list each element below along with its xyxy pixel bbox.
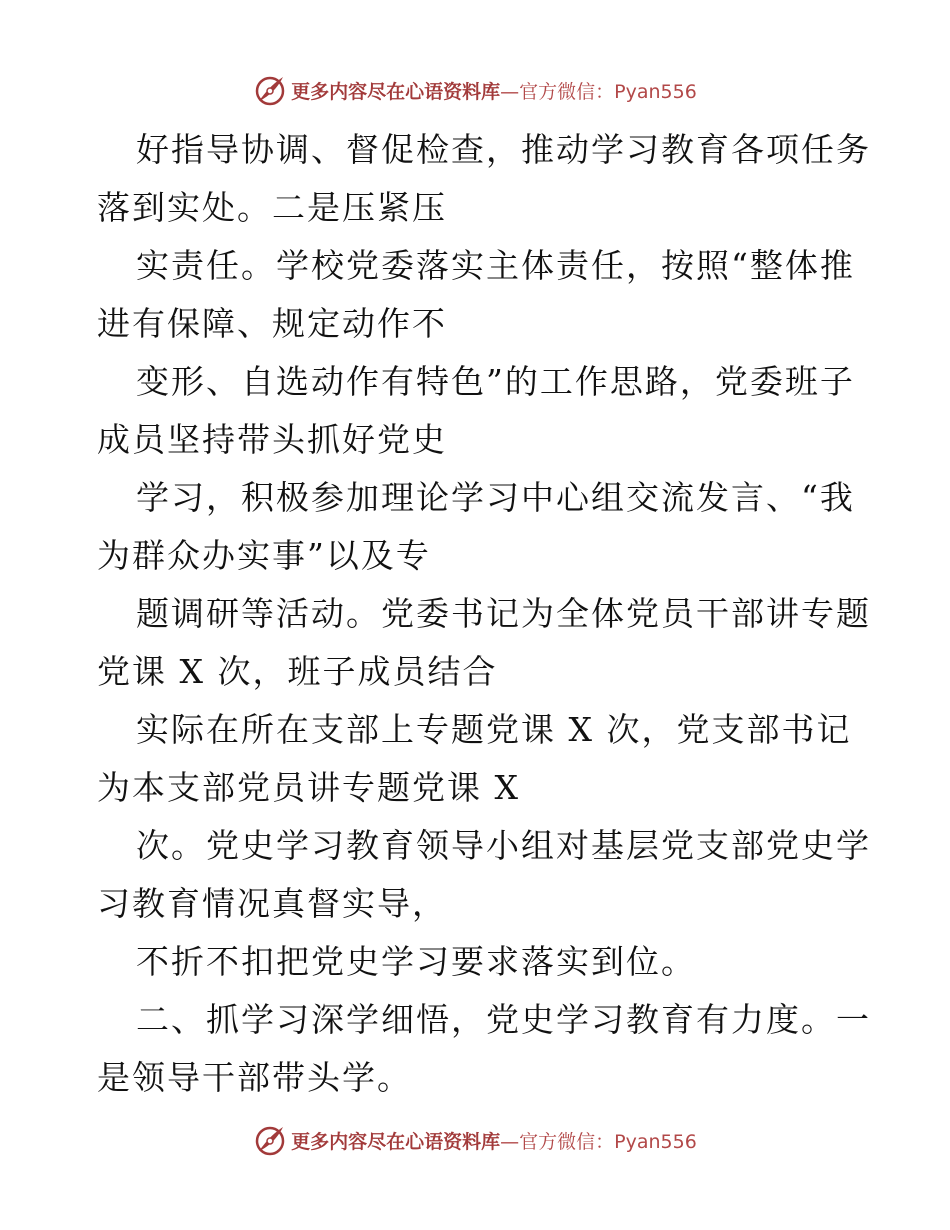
footer-banner xyxy=(0,1122,950,1158)
text-line: 为群众办实事”以及专 xyxy=(97,536,431,575)
text-line: 二、抓学习深学细悟，党史学习教育有力度。一 xyxy=(136,1000,871,1039)
quill-logo-icon xyxy=(253,1123,287,1157)
banner-main-text: 更多内容尽在心语资料库 xyxy=(291,80,501,103)
text-line: 是领导干部带头学。 xyxy=(97,1058,412,1097)
text-line: 落到实处。二是压紧压 xyxy=(97,188,447,227)
text-line: 题调研等活动。党委书记为全体党员干部讲专题 xyxy=(136,594,871,633)
banner-wechat-text: —官方微信：Pyan556 xyxy=(500,1130,697,1153)
text-line: 次。党史学习教育领导小组对基层党支部党史学 xyxy=(136,826,871,865)
text-line: 实责任。学校党委落实主体责任，按照“整体推 xyxy=(136,246,855,285)
quill-logo-icon xyxy=(253,73,287,107)
text-line: 学习，积极参加理论学习中心组交流发言、“我 xyxy=(136,478,855,517)
text-line: 实际在所在支部上专题党课 X 次，党支部书记 xyxy=(136,710,852,749)
text-line: 为本支部党员讲专题党课 X xyxy=(97,768,520,807)
text-line: 党课 X 次，班子成员结合 xyxy=(97,652,498,691)
text-line: 习教育情况真督实导， xyxy=(97,884,447,923)
text-line: 变形、自选动作有特色”的工作思路，党委班子 xyxy=(136,362,855,401)
banner-wechat-text: —官方微信：Pyan556 xyxy=(500,80,697,103)
text-line: 成员坚持带头抓好党史 xyxy=(97,420,447,459)
text-line: 不折不扣把党史学习要求落实到位。 xyxy=(136,942,696,981)
header-banner xyxy=(0,72,950,108)
text-line: 进有保障、规定动作不 xyxy=(97,304,447,343)
text-line: 好指导协调、督促检查，推动学习教育各项任务 xyxy=(136,130,871,169)
banner-main-text: 更多内容尽在心语资料库 xyxy=(291,1130,501,1153)
